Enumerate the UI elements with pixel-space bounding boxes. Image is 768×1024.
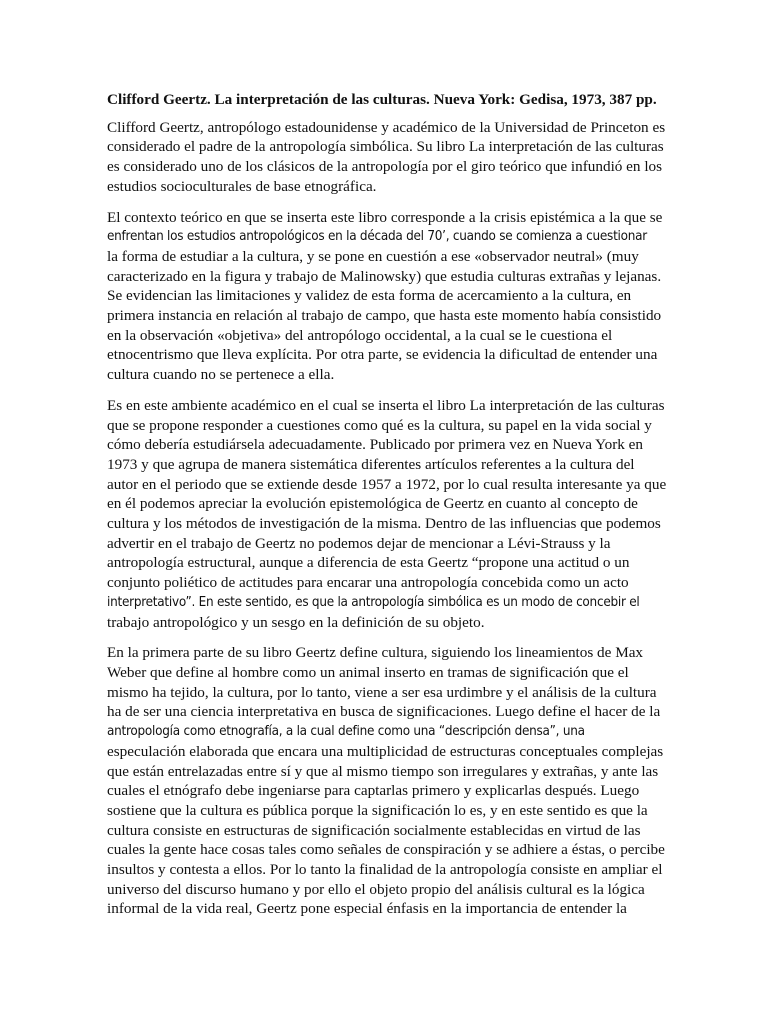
text-line: informal de la vida real, Geertz pone especial énfasis en la importancia de entender la: [107, 900, 627, 918]
text-line: estudios socioculturales de base etnográfica.: [107, 177, 377, 195]
text-line: conjunto poliético de actitudes para encarar una antropología concebida como un acto: [107, 574, 629, 592]
text-line: enfrentan los estudios antropológicos en la década del 70’, cuando se comienza a cuestionar: [107, 229, 647, 245]
text-line: Es en este ambiente académico en el cual se inserta el libro La interpretación de las culturas: [107, 396, 665, 414]
text-line: cultura consiste en estructuras de significación socialmente establecidas en virtud de las: [107, 821, 641, 839]
document-heading: Clifford Geertz. La interpretación de las culturas. Nueva York: Gedisa, 1973, 387 pp.: [107, 91, 657, 108]
text-line: trabajo antropológico y un sesgo en la definición de su objeto.: [107, 613, 485, 631]
text-line: especulación elaborada que encara una multiplicidad de estructuras conceptuales complejas: [107, 742, 664, 760]
text-line: cuales el etnógrafo debe ingeniarse para captarlas primero y explicarlas después. Luego: [107, 782, 640, 800]
text-line: Clifford Geertz, antropólogo estadounidense y académico de la Universidad de Princeton es: [107, 118, 666, 136]
text-line: primera instancia en relación al trabajo de campo, que hasta este momento había consistido: [107, 307, 662, 325]
text-line: El contexto teórico en que se inserta este libro corresponde a la crisis epistémica a la que se: [107, 208, 663, 226]
text-line: ha de ser una ciencia interpretativa en busca de significaciones. Luego define el hacer de la: [107, 703, 661, 721]
text-line: considerado el padre de la antropología simbólica. Su libro La interpretación de las culturas: [107, 138, 664, 156]
text-line: advertir en el trabajo de Geertz no podemos dejar de mencionar a Lévi-Strauss y la: [107, 534, 611, 552]
text-line: en la observación «objetiva» del antropólogo occidental, a la cual se le cuestiona el: [107, 326, 613, 344]
text-line: 1973 y que agrupa de manera sistemática diferentes artículos referentes a la cultura del: [107, 455, 635, 473]
paragraph-2: [107, 208, 667, 385]
text-line: etnocentrismo que lleva explícita. Por otra parte, se evidencia la dificultad de entender una: [107, 346, 658, 364]
text-line: caracterizado en la figura y trabajo de Malinowsky) que estudia culturas extrañas y lejanas.: [107, 267, 662, 285]
text-line: autor en el periodo que se extiende desde 1957 a 1972, por lo cual resulta interesante ya que: [107, 475, 667, 493]
text-line: En la primera parte de su libro Geertz define cultura, siguiendo los lineamientos de Max: [107, 644, 644, 662]
text-line: mismo ha tejido, la cultura, por lo tanto, viene a ser esa urdimbre y el análisis de la cultura: [107, 683, 657, 701]
text-line: insultos y contesta a ellos. Por lo tanto la finalidad de la antropología consiste en ampliar el: [107, 861, 663, 879]
text-line: que se propone responder a cuestiones como qué es la cultura, su papel en la vida social y: [107, 416, 652, 434]
text-line: es considerado uno de los clásicos de la antropología por el giro teórico que infundió en los: [107, 158, 663, 176]
text-line: cultura y los métodos de investigación de la misma. Dentro de las influencias que podemos: [107, 515, 661, 533]
text-line: que están entrelazadas entre sí y que al mismo tiempo son irregulares y extrañas, y ante las: [107, 762, 659, 780]
text-line: interpretativo”. En este sentido, es que la antropología simbólica es un modo de concebir el: [107, 594, 640, 610]
text-line: antropología como etnografía, a la cual define como una “descripción densa”, una: [107, 724, 585, 740]
document-body: [107, 90, 667, 930]
text-line: sostiene que la cultura es pública porque la significación lo es, y en este sentido es que la: [107, 801, 648, 819]
text-line: la forma de estudiar a la cultura, y se pone en cuestión a ese «observador neutral» (muy: [107, 247, 639, 265]
text-line: universo del discurso humano y por ello el objeto propio del análisis cultural es la lógica: [107, 880, 645, 898]
text-line: antropología estructural, aunque a diferencia de esta Geertz “propone una actitud o un: [107, 554, 630, 572]
text-line: cultura cuando no se pertenece a ella.: [107, 366, 335, 384]
text-line: en él podemos apreciar la evolución epistemológica de Geertz en cuanto al concepto de: [107, 495, 638, 513]
text-line: cuales la gente hace cosas tales como señales de conspiración y se adhiere a éstas, o percibe: [107, 841, 665, 859]
paragraph-4: [107, 643, 667, 919]
paragraph-1: [107, 118, 667, 197]
text-line: Weber que define al hombre como un animal inserto en tramas de significación que el: [107, 663, 629, 681]
text-line: Se evidencian las limitaciones y validez de esta forma de acercamiento a la cultura, en: [107, 287, 632, 305]
text-line: cómo debería estudiársela adecuadamente. Publicado por primera vez en Nueva York en: [107, 436, 643, 454]
paragraph-3: [107, 396, 667, 632]
